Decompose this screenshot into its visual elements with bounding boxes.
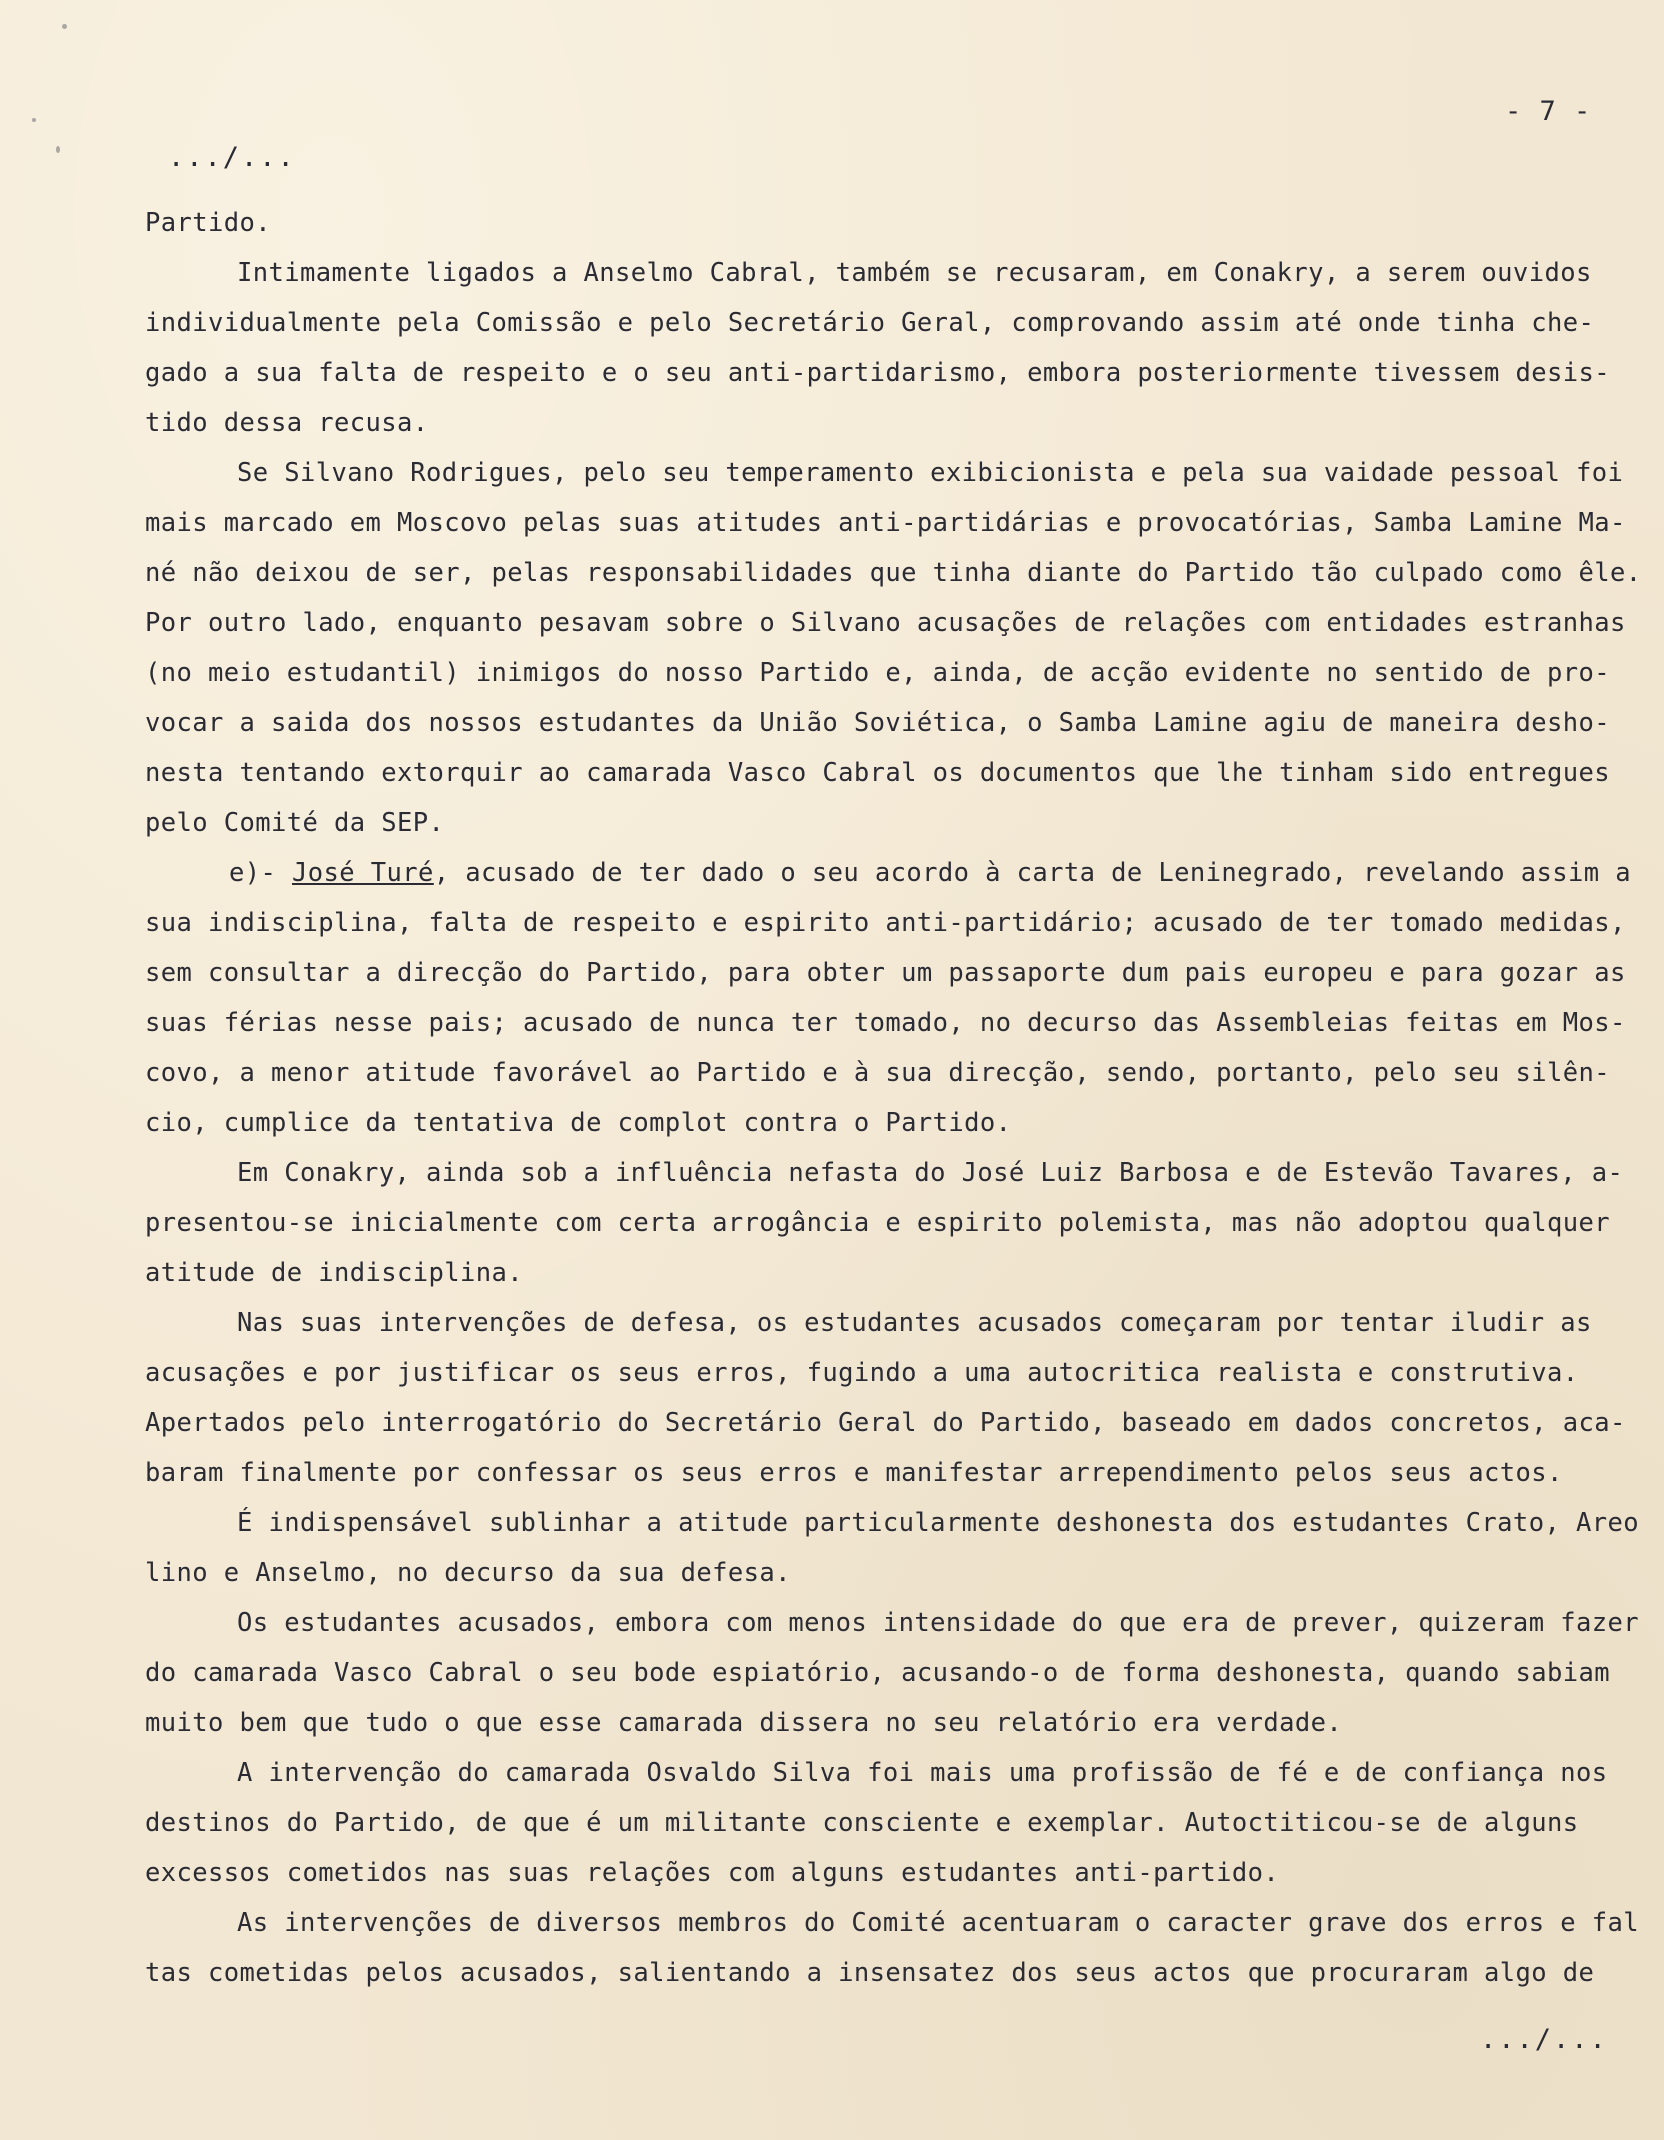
text-line: né não deixou de ser, pelas responsabilidades que tinha diante do Partido tão culpado como êle. [145,558,1642,588]
text-line: A intervenção do camarada Osvaldo Silva foi mais uma profissão de fé e de confiança nos [237,1758,1608,1788]
paper-speck [62,24,67,29]
text-line: vocar a saida dos nossos estudantes da União Soviética, o Samba Lamine agiu de maneira desho- [145,708,1610,738]
text-line: destinos do Partido, de que é um militante consciente e exemplar. Autoctiticou-se de alguns [145,1808,1579,1838]
text-line: (no meio estudantil) inimigos do nosso Partido e, ainda, de acção evidente no sentido de pro- [145,658,1610,688]
text-line: Partido. [145,208,272,238]
text-line: tas cometidas pelos acusados, salientando a insensatez dos seus actos que procuraram algo de [145,1958,1595,1988]
text-line: baram finalmente por confessar os seus erros e manifestar arrependimento pelos seus actos. [145,1458,1563,1488]
item-prefix: e)- [229,858,293,888]
text-line: lino e Anselmo, no decurso da sua defesa. [145,1558,791,1588]
item-text: , acusado de ter dado o seu acordo à carta de Leninegrado, revelando assim a [433,858,1631,888]
text-line: Intimamente ligados a Anselmo Cabral, também se recusaram, em Conakry, a serem ouvidos [237,258,1592,288]
text-line: As intervenções de diversos membros do Comité acentuaram o caracter grave dos erros e fal [237,1908,1639,1938]
text-line: É indispensável sublinhar a atitude particularmente deshonesta dos estudantes Crato, Areo [237,1508,1639,1538]
paper-speck [32,118,36,122]
text-line: Apertados pelo interrogatório do Secretário Geral do Partido, baseado em dados concretos, aca- [145,1408,1626,1438]
text-line: excessos cometidos nas suas relações com alguns estudantes anti-partido. [145,1858,1280,1888]
page-number: - 7 - [1505,96,1592,127]
text-line: muito bem que tudo o que esse camarada dissera no seu relatório era verdade. [145,1708,1343,1738]
text-line: Por outro lado, enquanto pesavam sobre o Silvano acusações de relações com entidades estranhas [145,608,1626,638]
text-line: tido dessa recusa. [145,408,429,438]
text-line: Em Conakry, ainda sob a influência nefasta do José Luiz Barbosa e de Estevão Tavares, a- [237,1158,1624,1188]
underlined-name: José Turé [292,858,434,888]
text-line: sem consultar a direcção do Partido, para obter um passaporte dum pais europeu e para gozar as [145,958,1626,988]
text-line: Nas suas intervenções de defesa, os estudantes acusados começaram por tentar iludir as [237,1308,1592,1338]
text-line: nesta tentando extorquir ao camarada Vasco Cabral os documentos que lhe tinham sido entregues [145,758,1610,788]
text-line [145,848,1631,898]
text-line: atitude de indisciplina. [145,1258,524,1288]
paper-speck [56,146,60,153]
text-line: presentou-se inicialmente com certa arrogância e espirito polemista, mas não adoptou qualquer [145,1208,1610,1238]
document-body [145,198,1642,1998]
text-line: covo, a menor atitude favorável ao Partido e à sua direcção, sendo, portanto, pelo seu silên- [145,1058,1610,1088]
text-line: Se Silvano Rodrigues, pelo seu temperamento exibicionista e pela sua vaidade pessoal foi [237,458,1624,488]
text-line: cio, cumplice da tentativa de complot contra o Partido. [145,1108,1012,1138]
text-line: gado a sua falta de respeito e o seu anti-partidarismo, embora posteriormente tivessem desis- [145,358,1610,388]
text-line: sua indisciplina, falta de respeito e espirito anti-partidário; acusado de ter tomado medidas, [145,908,1626,938]
continuation-mark-bottom: .../... [1480,2024,1608,2055]
text-line: acusações e por justificar os seus erros, fugindo a uma autocritica realista e construtiva. [145,1358,1579,1388]
continuation-mark-top: .../... [168,142,296,173]
text-line: Os estudantes acusados, embora com menos intensidade do que era de prever, quizeram fazer [237,1608,1639,1638]
text-line: pelo Comité da SEP. [145,808,445,838]
text-line: individualmente pela Comissão e pelo Secretário Geral, comprovando assim até onde tinha che- [145,308,1595,338]
text-line: do camarada Vasco Cabral o seu bode espiatório, acusando-o de forma deshonesta, quando sabiam [145,1658,1610,1688]
text-line: suas férias nesse pais; acusado de nunca ter tomado, no decurso das Assembleias feitas em Mos- [145,1008,1626,1038]
text-line: mais marcado em Moscovo pelas suas atitudes anti-partidárias e provocatórias, Samba Lamine Ma- [145,508,1626,538]
